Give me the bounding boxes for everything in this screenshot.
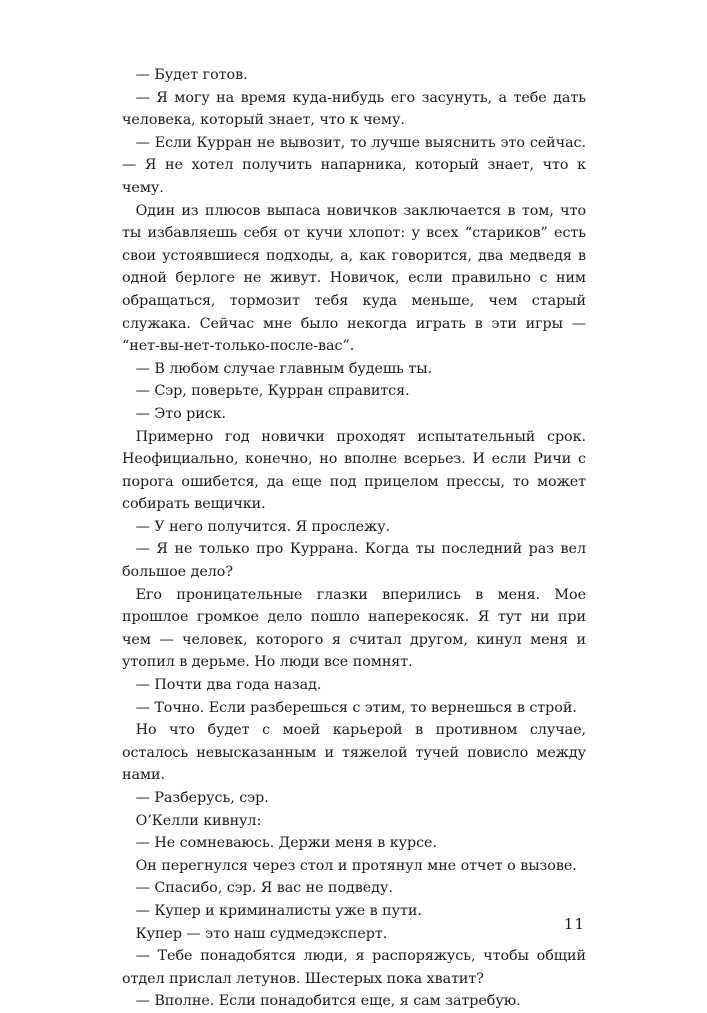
paragraph: — Сэр, поверьте, Курран справится. [135,383,410,400]
page-number: 11 [563,915,585,933]
paragraph: — Я могу на время куда-нибудь его засунуть, а тебе дать человека, который знает, что к чему. [122,89,586,129]
paragraph: Но что будет с моей карьерой в противном случае, осталось невысказанным и тяжелой тучей повисло между нами. [122,722,586,784]
paragraph: — Спасибо, сэр. Я вас не подведу. [135,880,393,897]
paragraph: Один из плюсов выпаса новичков заключается в том, что ты избавляешь себя от кучи хлопот: у всех “стариков” есть свои устоявшиеся подходы, а, как говорится, два медведя в одной берлоге не живут. Новичок, если правильно с ним обращаться, тормозит тебя куда меньше, чем старый служака. Сейчас мне было некогда играть в эти игры — “нет-вы-нет-только-после-вас”. [122,202,586,355]
paragraph: — Это риск. [135,405,227,422]
paragraph: — У него получится. Я прослежу. [135,518,391,535]
paragraph: — Разберусь, сэр. [135,790,269,806]
paragraph: — Тебе понадобятся люди, я распоряжусь, чтобы общий отдел прислал летунов. Шестерых пока хватит? [122,948,586,987]
paragraph: — Будет готов. [135,67,248,83]
paragraph: Он перегнулся через стол и протянул мне отчет о вызове. [135,857,577,874]
paragraph: — Почти два года назад. [135,677,322,694]
body-text [122,64,586,1013]
paragraph: — Купер и криминалисты уже в пути. [135,902,422,919]
paragraph: — В любом случае главным будешь ты. [135,360,433,377]
paragraph: — Если Курран не вывозит, то лучше выяснить это сейчас. — Я не хотел получить напарника, который знает, что к чему. [122,134,586,196]
paragraph: Примерно год новички проходят испытательный срок. Неофициально, конечно, но вполне всерьез. И если Ричи с порога ошибется, да еще под прицелом прессы, то может собирать вещички. [122,428,586,513]
paragraph: — Я не только про Куррана. Когда ты последний раз вел большое дело? [122,541,586,581]
paragraph: Его проницательные глазки вперились в меня. Мое прошлое громкое дело пошло наперекосяк. Я тут ни при чем — человек, которого я считал другом, кинул меня и утопил в дерьме. Но люди все помнят. [122,586,586,671]
paragraph: — Точно. Если разберешься с этим, то вернешься в строй. [135,699,577,716]
paragraph: Купер — это наш судмедэксперт. [135,925,388,942]
paragraph: — Вполне. Если понадобится еще, я сам затребую. [135,993,521,1010]
paragraph: — Не сомневаюсь. Держи меня в курсе. [135,835,437,852]
paragraph: О’Келли кивнул: [135,812,262,829]
